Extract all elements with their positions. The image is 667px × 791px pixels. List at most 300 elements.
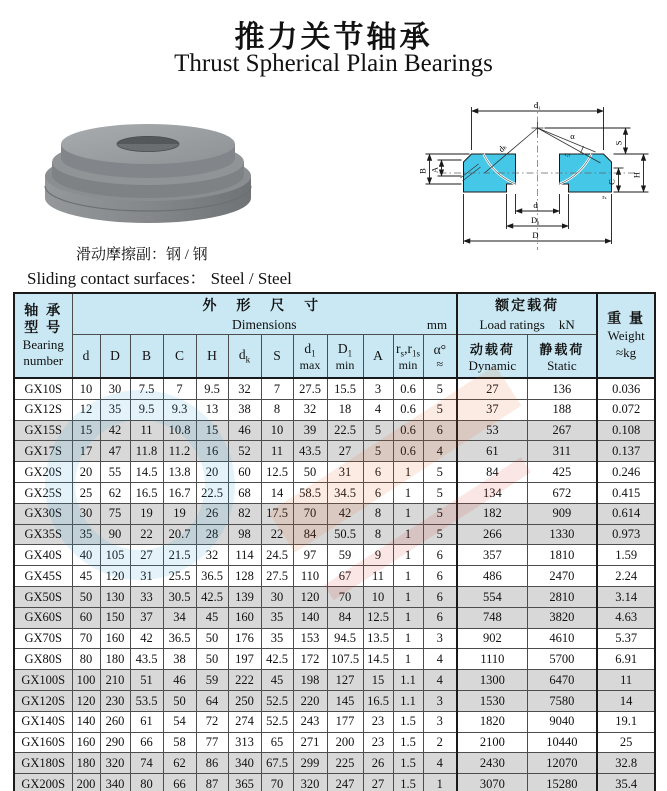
value-cell: 5 bbox=[423, 482, 457, 503]
value-cell: 4.63 bbox=[597, 607, 655, 628]
value-cell: 35 bbox=[261, 607, 293, 628]
value-cell: 45 bbox=[72, 566, 100, 587]
value-cell: 27 bbox=[457, 378, 527, 399]
value-cell: 247 bbox=[327, 774, 363, 791]
svg-text:α: α bbox=[570, 131, 575, 141]
value-cell: 87 bbox=[196, 774, 228, 791]
value-cell: 20 bbox=[196, 462, 228, 483]
value-cell: 50.5 bbox=[327, 524, 363, 545]
value-cell: 2430 bbox=[457, 753, 527, 774]
value-cell: 37 bbox=[457, 399, 527, 420]
bearing-number-cell: GX40S bbox=[14, 545, 72, 566]
bearing-number-cell: GX30S bbox=[14, 503, 72, 524]
value-cell: 27 bbox=[130, 545, 163, 566]
value-cell: 25 bbox=[72, 482, 100, 503]
value-cell: 3 bbox=[423, 711, 457, 732]
value-cell: 31 bbox=[327, 462, 363, 483]
value-cell: 114 bbox=[228, 545, 261, 566]
value-cell: 54 bbox=[163, 711, 196, 732]
svg-text:S: S bbox=[613, 140, 624, 146]
value-cell: 19 bbox=[130, 503, 163, 524]
value-cell: 243 bbox=[293, 711, 327, 732]
value-cell: 10.8 bbox=[163, 420, 196, 441]
value-cell: 4 bbox=[363, 399, 393, 420]
value-cell: 180 bbox=[100, 649, 130, 670]
value-cell: 23 bbox=[363, 732, 393, 753]
svg-text:H: H bbox=[631, 171, 642, 179]
value-cell: 45 bbox=[196, 607, 228, 628]
table-row bbox=[14, 586, 655, 607]
value-cell: 11.8 bbox=[130, 441, 163, 462]
value-cell: 36.5 bbox=[196, 566, 228, 587]
bearing-number-cell: GX60S bbox=[14, 607, 72, 628]
table-body bbox=[14, 378, 655, 791]
value-cell: 4 bbox=[423, 670, 457, 691]
col-header-H: H bbox=[196, 335, 228, 379]
value-cell: 25.5 bbox=[163, 566, 196, 587]
value-cell: 6 bbox=[423, 420, 457, 441]
value-cell: 62 bbox=[163, 753, 196, 774]
col-header-static: 静载荷 Static bbox=[527, 335, 597, 379]
value-cell: 5 bbox=[423, 399, 457, 420]
value-cell: 15 bbox=[72, 420, 100, 441]
value-cell: 365 bbox=[228, 774, 261, 791]
svg-text:D: D bbox=[532, 230, 539, 240]
value-cell: 43.5 bbox=[130, 649, 163, 670]
value-cell: 160 bbox=[100, 628, 130, 649]
value-cell: 230 bbox=[100, 690, 130, 711]
value-cell: 0.6 bbox=[393, 378, 423, 399]
value-cell: 357 bbox=[457, 545, 527, 566]
svg-text:A: A bbox=[429, 166, 440, 174]
value-cell: 1.5 bbox=[393, 732, 423, 753]
table-row bbox=[14, 524, 655, 545]
bearing-number-cell: GX25S bbox=[14, 482, 72, 503]
value-cell: 1.5 bbox=[393, 753, 423, 774]
table-row bbox=[14, 566, 655, 587]
value-cell: 36.5 bbox=[163, 628, 196, 649]
value-cell: 425 bbox=[527, 462, 597, 483]
bearing-number-cell: GX140S bbox=[14, 711, 72, 732]
value-cell: 26 bbox=[196, 503, 228, 524]
value-cell: 120 bbox=[293, 586, 327, 607]
col-header-d1-max: $d_1$ max bbox=[293, 335, 327, 379]
table-row bbox=[14, 482, 655, 503]
value-cell: 65 bbox=[261, 732, 293, 753]
value-cell: 110 bbox=[293, 566, 327, 587]
value-cell: 22 bbox=[130, 524, 163, 545]
group-header-load-ratings: 额定载荷 Load ratings kN bbox=[457, 293, 597, 335]
value-cell: 0.6 bbox=[393, 441, 423, 462]
value-cell: 67.5 bbox=[261, 753, 293, 774]
bearing-photo-svg bbox=[28, 98, 268, 238]
value-cell: 0.415 bbox=[597, 482, 655, 503]
bearing-number-cell: GX200S bbox=[14, 774, 72, 791]
value-cell: 70 bbox=[261, 774, 293, 791]
value-cell: 32 bbox=[293, 399, 327, 420]
value-cell: 94.5 bbox=[327, 628, 363, 649]
value-cell: 5700 bbox=[527, 649, 597, 670]
value-cell: 98 bbox=[228, 524, 261, 545]
value-cell: 153 bbox=[293, 628, 327, 649]
value-cell: 28 bbox=[196, 524, 228, 545]
value-cell: 50 bbox=[196, 628, 228, 649]
value-cell: 313 bbox=[228, 732, 261, 753]
value-cell: 3 bbox=[363, 378, 393, 399]
value-cell: 2100 bbox=[457, 732, 527, 753]
value-cell: 38 bbox=[163, 649, 196, 670]
col-header-D1-min: $D_1$ min bbox=[327, 335, 363, 379]
group-header-dimensions: 外 形 尺 寸 Dimensions mm bbox=[72, 293, 457, 335]
value-cell: 67 bbox=[327, 566, 363, 587]
value-cell: 1300 bbox=[457, 670, 527, 691]
value-cell: 12070 bbox=[527, 753, 597, 774]
value-cell: 10440 bbox=[527, 732, 597, 753]
col-header-dynamic: 动载荷 Dynamic bbox=[457, 335, 527, 379]
bearing-number-cell: GX100S bbox=[14, 670, 72, 691]
value-cell: 1810 bbox=[527, 545, 597, 566]
col-header-dk: $d_k$ bbox=[228, 335, 261, 379]
value-cell: 40 bbox=[72, 545, 100, 566]
bearing-number-cell: GX160S bbox=[14, 732, 72, 753]
table-row bbox=[14, 462, 655, 483]
value-cell: 1530 bbox=[457, 690, 527, 711]
value-cell: 172 bbox=[293, 649, 327, 670]
value-cell: 17 bbox=[72, 441, 100, 462]
table-row bbox=[14, 503, 655, 524]
value-cell: 2 bbox=[423, 732, 457, 753]
value-cell: 9.5 bbox=[196, 378, 228, 399]
value-cell: 8 bbox=[363, 503, 393, 524]
value-cell: 52 bbox=[228, 441, 261, 462]
value-cell: 84 bbox=[327, 607, 363, 628]
value-cell: 20.7 bbox=[163, 524, 196, 545]
value-cell: 200 bbox=[72, 774, 100, 791]
value-cell: 50 bbox=[293, 462, 327, 483]
value-cell: 672 bbox=[527, 482, 597, 503]
value-cell: 1 bbox=[393, 566, 423, 587]
section-diagram-svg bbox=[410, 96, 665, 256]
value-cell: 14 bbox=[261, 482, 293, 503]
value-cell: 50 bbox=[196, 649, 228, 670]
col-header-A: A bbox=[363, 335, 393, 379]
value-cell: 11 bbox=[261, 441, 293, 462]
value-cell: 3820 bbox=[527, 607, 597, 628]
value-cell: 82 bbox=[228, 503, 261, 524]
value-cell: 27.5 bbox=[293, 378, 327, 399]
value-cell: 34 bbox=[163, 607, 196, 628]
value-cell: 9040 bbox=[527, 711, 597, 732]
page-title-chinese: 推力关节轴承 bbox=[234, 21, 433, 54]
bearing-number-cell: GX12S bbox=[14, 399, 72, 420]
bearing-number-cell: GX70S bbox=[14, 628, 72, 649]
value-cell: 32 bbox=[196, 545, 228, 566]
value-cell: 13 bbox=[196, 399, 228, 420]
value-cell: 130 bbox=[100, 586, 130, 607]
value-cell: 4610 bbox=[527, 628, 597, 649]
bearing-number-cell: GX45S bbox=[14, 566, 72, 587]
bearing-number-cell: GX80S bbox=[14, 649, 72, 670]
value-cell: 27 bbox=[363, 774, 393, 791]
table-row bbox=[14, 420, 655, 441]
value-cell: 70 bbox=[293, 503, 327, 524]
value-cell: 2470 bbox=[527, 566, 597, 587]
value-cell: 127 bbox=[327, 670, 363, 691]
value-cell: 1 bbox=[393, 649, 423, 670]
value-cell: 62 bbox=[100, 482, 130, 503]
value-cell: 45 bbox=[261, 670, 293, 691]
value-cell: 0.614 bbox=[597, 503, 655, 524]
value-cell: 68 bbox=[228, 482, 261, 503]
value-cell: 66 bbox=[130, 732, 163, 753]
value-cell: 37 bbox=[130, 607, 163, 628]
value-cell: 120 bbox=[100, 566, 130, 587]
page-title-english: Thrust Spherical Plain Bearings bbox=[174, 50, 493, 77]
value-cell: 15.5 bbox=[327, 378, 363, 399]
value-cell: 320 bbox=[293, 774, 327, 791]
svg-text:D₁: D₁ bbox=[530, 215, 541, 225]
value-cell: 105 bbox=[100, 545, 130, 566]
value-cell: 266 bbox=[457, 524, 527, 545]
value-cell: 0.973 bbox=[597, 524, 655, 545]
value-cell: 8 bbox=[261, 399, 293, 420]
value-cell: 909 bbox=[527, 503, 597, 524]
value-cell: 140 bbox=[293, 607, 327, 628]
value-cell: 15 bbox=[196, 420, 228, 441]
value-cell: 70 bbox=[327, 586, 363, 607]
bearing-number-cell: GX180S bbox=[14, 753, 72, 774]
col-header-bearing-number: 轴 承 型 号 Bearing number bbox=[14, 293, 72, 378]
value-cell: 61 bbox=[457, 441, 527, 462]
value-cell: 1 bbox=[393, 545, 423, 566]
value-cell: 42.5 bbox=[261, 649, 293, 670]
value-cell: 55 bbox=[100, 462, 130, 483]
value-cell: 86 bbox=[196, 753, 228, 774]
value-cell: 188 bbox=[527, 399, 597, 420]
value-cell: 107.5 bbox=[327, 649, 363, 670]
value-cell: 84 bbox=[457, 462, 527, 483]
value-cell: 46 bbox=[228, 420, 261, 441]
value-cell: 5 bbox=[423, 462, 457, 483]
value-cell: 2810 bbox=[527, 586, 597, 607]
value-cell: 72 bbox=[196, 711, 228, 732]
bearing-number-cell: GX50S bbox=[14, 586, 72, 607]
table-row bbox=[14, 753, 655, 774]
value-cell: 1 bbox=[393, 628, 423, 649]
col-header-rs-min: $r_s,r_{1s}$ min bbox=[393, 335, 423, 379]
value-cell: 35 bbox=[261, 628, 293, 649]
spec-table bbox=[13, 292, 656, 791]
value-cell: 3.14 bbox=[597, 586, 655, 607]
value-cell: 5 bbox=[423, 503, 457, 524]
value-cell: 10 bbox=[261, 420, 293, 441]
value-cell: 42 bbox=[100, 420, 130, 441]
value-cell: 19 bbox=[163, 503, 196, 524]
value-cell: 0.108 bbox=[597, 420, 655, 441]
value-cell: 66 bbox=[163, 774, 196, 791]
value-cell: 27.5 bbox=[261, 566, 293, 587]
value-cell: 1 bbox=[393, 607, 423, 628]
value-cell: 2.24 bbox=[597, 566, 655, 587]
value-cell: 340 bbox=[100, 774, 130, 791]
value-cell: 176 bbox=[228, 628, 261, 649]
col-header-weight: 重 量 Weight ≈kg bbox=[597, 293, 655, 378]
value-cell: 9 bbox=[363, 545, 393, 566]
value-cell: 290 bbox=[100, 732, 130, 753]
table-row bbox=[14, 607, 655, 628]
value-cell: 31 bbox=[130, 566, 163, 587]
value-cell: 30 bbox=[100, 378, 130, 399]
value-cell: 38 bbox=[228, 399, 261, 420]
value-cell: 52.5 bbox=[261, 690, 293, 711]
value-cell: 6.91 bbox=[597, 649, 655, 670]
value-cell: 250 bbox=[228, 690, 261, 711]
value-cell: 0.137 bbox=[597, 441, 655, 462]
value-cell: 16.5 bbox=[363, 690, 393, 711]
value-cell: 22 bbox=[261, 524, 293, 545]
value-cell: 902 bbox=[457, 628, 527, 649]
value-cell: 16 bbox=[196, 441, 228, 462]
value-cell: 150 bbox=[100, 607, 130, 628]
caption-english: Sliding contact surfaces： Steel / Steel bbox=[27, 269, 292, 288]
value-cell: 30.5 bbox=[163, 586, 196, 607]
value-cell: 60 bbox=[228, 462, 261, 483]
value-cell: 1 bbox=[393, 586, 423, 607]
bearing-number-cell: GX120S bbox=[14, 690, 72, 711]
value-cell: 16.5 bbox=[130, 482, 163, 503]
value-cell: 6 bbox=[423, 566, 457, 587]
value-cell: 84 bbox=[293, 524, 327, 545]
value-cell: 43.5 bbox=[293, 441, 327, 462]
value-cell: 47 bbox=[100, 441, 130, 462]
table-row bbox=[14, 670, 655, 691]
value-cell: 299 bbox=[293, 753, 327, 774]
value-cell: 22.5 bbox=[196, 482, 228, 503]
table-row bbox=[14, 545, 655, 566]
value-cell: 260 bbox=[100, 711, 130, 732]
value-cell: 12.5 bbox=[363, 607, 393, 628]
bearing-number-cell: GX17S bbox=[14, 441, 72, 462]
svg-text:d₁: d₁ bbox=[533, 100, 542, 110]
value-cell: 75 bbox=[100, 503, 130, 524]
value-cell: 1 bbox=[393, 462, 423, 483]
value-cell: 25 bbox=[597, 732, 655, 753]
value-cell: 60 bbox=[72, 607, 100, 628]
value-cell: 140 bbox=[72, 711, 100, 732]
value-cell: 42 bbox=[130, 628, 163, 649]
value-cell: 100 bbox=[72, 670, 100, 691]
value-cell: 1 bbox=[393, 503, 423, 524]
value-cell: 1.5 bbox=[393, 711, 423, 732]
value-cell: 145 bbox=[327, 690, 363, 711]
table-row bbox=[14, 732, 655, 753]
value-cell: 340 bbox=[228, 753, 261, 774]
value-cell: 1 bbox=[393, 482, 423, 503]
value-cell: 1820 bbox=[457, 711, 527, 732]
value-cell: 22.5 bbox=[327, 420, 363, 441]
value-cell: 11 bbox=[130, 420, 163, 441]
value-cell: 1 bbox=[423, 774, 457, 791]
value-cell: 4 bbox=[423, 753, 457, 774]
value-cell: 1330 bbox=[527, 524, 597, 545]
value-cell: 24.5 bbox=[261, 545, 293, 566]
value-cell: 42.5 bbox=[196, 586, 228, 607]
col-header-alpha: α° ≈ bbox=[423, 335, 457, 379]
col-header-S: S bbox=[261, 335, 293, 379]
value-cell: 58.5 bbox=[293, 482, 327, 503]
value-cell: 17.5 bbox=[261, 503, 293, 524]
value-cell: 42 bbox=[327, 503, 363, 524]
value-cell: 6 bbox=[423, 545, 457, 566]
svg-text:dₖ: dₖ bbox=[496, 141, 509, 155]
col-header-d: d bbox=[72, 335, 100, 379]
value-cell: 3 bbox=[423, 628, 457, 649]
table-row bbox=[14, 774, 655, 791]
value-cell: 0.6 bbox=[393, 420, 423, 441]
bearing-number-cell: GX20S bbox=[14, 462, 72, 483]
value-cell: 16.7 bbox=[163, 482, 196, 503]
table-row bbox=[14, 649, 655, 670]
value-cell: 3 bbox=[423, 690, 457, 711]
value-cell: 10 bbox=[72, 378, 100, 399]
value-cell: 134 bbox=[457, 482, 527, 503]
value-cell: 14 bbox=[597, 690, 655, 711]
svg-text:B: B bbox=[417, 168, 428, 174]
value-cell: 34.5 bbox=[327, 482, 363, 503]
value-cell: 0.246 bbox=[597, 462, 655, 483]
value-cell: 225 bbox=[327, 753, 363, 774]
value-cell: 6470 bbox=[527, 670, 597, 691]
value-cell: 19.1 bbox=[597, 711, 655, 732]
bearing-photo bbox=[28, 98, 268, 238]
table-header bbox=[14, 293, 655, 378]
value-cell: 80 bbox=[72, 649, 100, 670]
value-cell: 15 bbox=[363, 670, 393, 691]
value-cell: 80 bbox=[130, 774, 163, 791]
value-cell: 1.59 bbox=[597, 545, 655, 566]
svg-text:C: C bbox=[606, 179, 617, 185]
value-cell: 0.072 bbox=[597, 399, 655, 420]
svg-text:rₛ: rₛ bbox=[602, 195, 607, 201]
table-row bbox=[14, 711, 655, 732]
value-cell: 4 bbox=[423, 649, 457, 670]
value-cell: 77 bbox=[196, 732, 228, 753]
value-cell: 5 bbox=[423, 378, 457, 399]
value-cell: 26 bbox=[363, 753, 393, 774]
value-cell: 97 bbox=[293, 545, 327, 566]
value-cell: 32 bbox=[228, 378, 261, 399]
value-cell: 6 bbox=[423, 586, 457, 607]
value-cell: 136 bbox=[527, 378, 597, 399]
value-cell: 53 bbox=[457, 420, 527, 441]
value-cell: 13.5 bbox=[363, 628, 393, 649]
value-cell: 51 bbox=[130, 670, 163, 691]
value-cell: 5 bbox=[423, 524, 457, 545]
value-cell: 274 bbox=[228, 711, 261, 732]
value-cell: 120 bbox=[72, 690, 100, 711]
value-cell: 59 bbox=[327, 545, 363, 566]
value-cell: 5 bbox=[363, 441, 393, 462]
value-cell: 7 bbox=[261, 378, 293, 399]
value-cell: 7.5 bbox=[130, 378, 163, 399]
value-cell: 9.3 bbox=[163, 399, 196, 420]
bearing-number-cell: GX35S bbox=[14, 524, 72, 545]
value-cell: 1.5 bbox=[393, 774, 423, 791]
value-cell: 0.036 bbox=[597, 378, 655, 399]
value-cell: 267 bbox=[527, 420, 597, 441]
value-cell: 14.5 bbox=[130, 462, 163, 483]
value-cell: 486 bbox=[457, 566, 527, 587]
